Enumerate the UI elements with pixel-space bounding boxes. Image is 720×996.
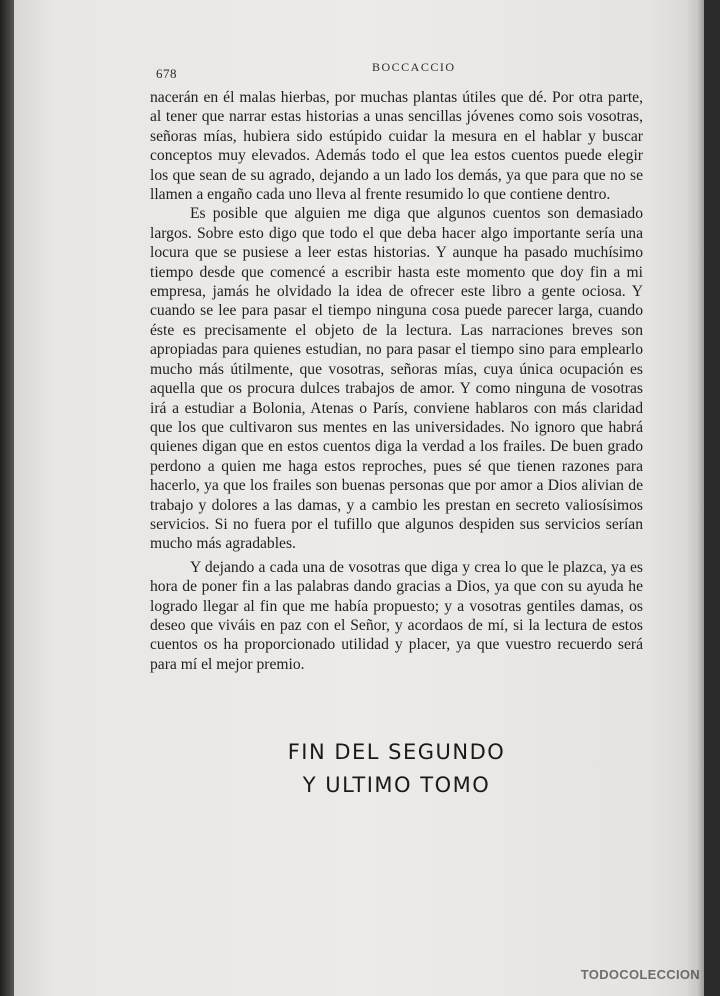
page-edge	[688, 0, 704, 996]
colophon	[150, 736, 643, 802]
book-spine-shadow	[0, 0, 14, 996]
paragraph-1: nacerán en él malas hierbas, por muchas plantas útiles que dé. Por otra parte, al tener que narrar estas historias a unas sencillas jóvenes como sois vosotras, señoras mías, hubiera sido estúpido cuidar la mesura en el hablar y buscar conceptos muy elevados. Además todo el que lea estos cuentos puede elegir los que sean de su agrado, dejando a un lado los demás, ya que para que no se llamen a engaño cada uno lleva al frente resumido lo que contiene dentro.	[150, 89, 643, 204]
paragraph-3: Y dejando a cada una de vosotras que diga y crea lo que le plazca, ya es hora de poner fin a las palabras dando gracias a Dios, ya que con su ayuda he logrado llegar al fin que me había propuesto; y a vosotras gentiles damas, os deseo que viváis en paz con el Señor, y acordaos de mí, si la lectura de estos cuentos os ha proporcionado utilidad y placer, ya que vuestro recuerdo será para mí el mejor premio.	[150, 558, 643, 673]
page-header	[156, 60, 586, 80]
colophon-line-1: FIN DEL SEGUNDO	[287, 740, 506, 764]
paragraph-2: Es posible que alguien me diga que algunos cuentos son demasiado largos. Sobre esto digo que todo el que deba hacer algo importante sería una locura que se pusiese a leer estas historias. Y aunque ha pasado muchísimo tiempo desde que comencé a escribir hasta este momento que doy fin a mi empresa, jamás he olvidado la idea de ofrecer este libro a gente ociosa. Y cuando se lee para pasar el tiempo ninguna cosa puede parecer larga, cuando éste es precisamente el objeto de la lectura. Las narraciones breves son apropiadas para quienes estudian, no para pasar el tiempo sino para emplearlo mucho más útilmente, que vosotras, señoras mías, cuya única ocupación es aquella que os procura dulces trabajos de amor. Y como ninguna de vosotras irá a estudiar a Bolonia, Atenas o París, conviene hablaros con más claridad que los que cultivaron sus mentes en las universidades. No ignoro que habrá quienes digan que en estos cuentos diga la verdad a los frailes. De buen grado perdono a quien me haga estos reproches, pues sé que tienen razones para hacerlo, ya que los frailes son buenas personas que por amor a Dios alivian de trabajo y dolores a las damas, y a cambio les prestan en secreto valiosísimos servicios. Si no fuera por el tufillo que algunos despiden sus servicios serían mucho más agradables.	[150, 205, 643, 553]
body-text	[150, 88, 643, 674]
running-title: BOCCACCIO	[372, 60, 456, 74]
page-number: 678	[156, 66, 177, 81]
watermark: TODOCOLECCION	[580, 967, 700, 982]
colophon-line-2: Y ULTIMO TOMO	[302, 773, 491, 797]
